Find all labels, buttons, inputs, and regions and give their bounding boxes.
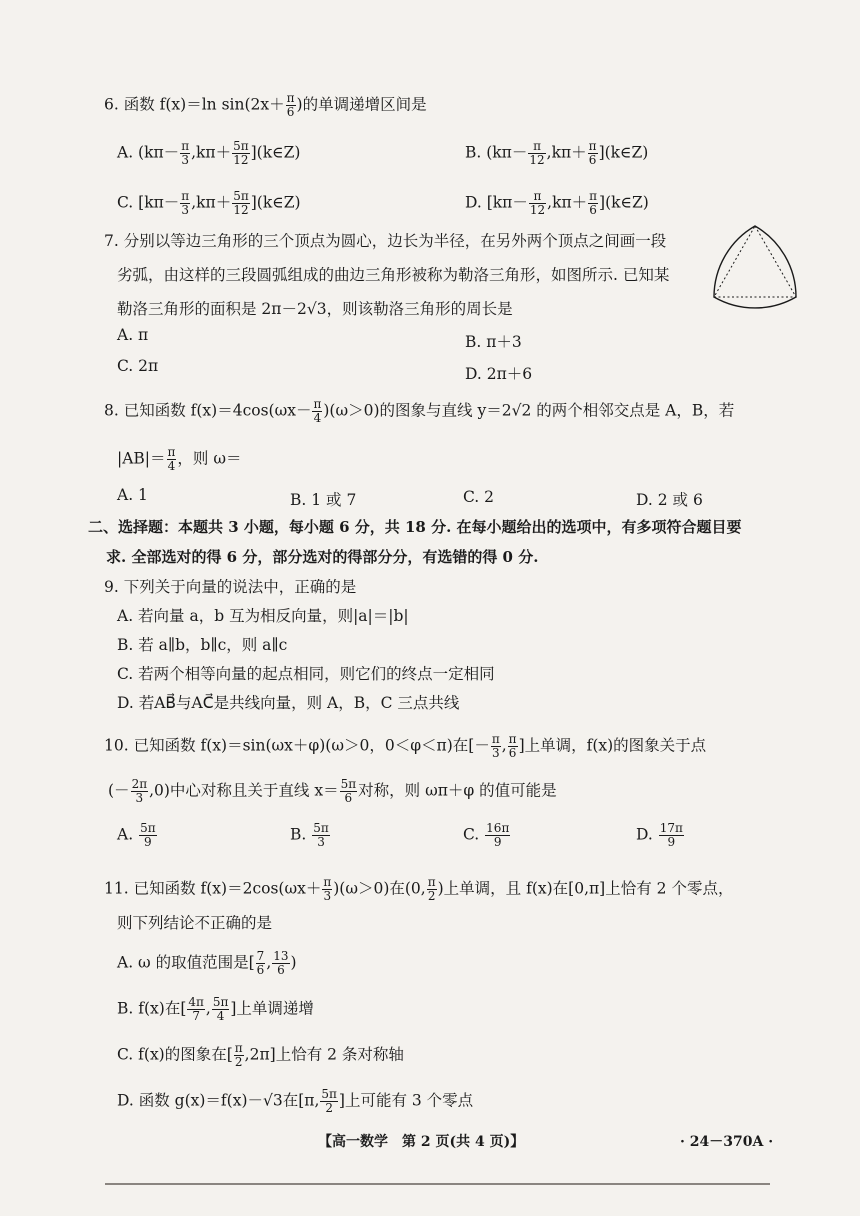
q7-option-a: A. π: [117, 326, 149, 344]
q8-option-a: A. 1: [117, 486, 148, 504]
q7-option-b: B. π＋3: [465, 333, 522, 351]
q11-option-b: B. f(x)在[ $\frac{4\pi}{7}$ , $\frac{5\pi}{4}$ ]上单调递增: [117, 995, 314, 1023]
q7-option-c: C. 2π: [117, 357, 159, 375]
q7-line2: 劣弧，由这样的三段圆弧组成的曲边三角形被称为勒洛三角形，如图所示. 已知某: [117, 266, 670, 284]
q9-stem: 9. 下列关于向量的说法中，正确的是: [104, 578, 357, 596]
q10-option-b: B. $\frac{5\pi}{3}$: [290, 821, 329, 849]
q10-option-a: A. $\frac{5\pi}{9}$: [117, 821, 156, 849]
q8-option-b: B. 1 或 7: [290, 491, 357, 509]
fraction: $\frac{\pi}{6}$: [286, 91, 295, 119]
q8-line2: |AB|＝ $\frac{\pi}{4}$ ，则 ω＝: [117, 445, 242, 473]
q8-option-d: D. 2 或 6: [636, 491, 703, 509]
section2-heading-line2: 求. 全部选对的得 6 分，部分选对的得部分分，有选错的得 0 分.: [106, 548, 539, 566]
q11-line2: 则下列结论不正确的是: [117, 914, 273, 932]
q9-option-a: A. 若向量 a，b 互为相反向量，则|a|＝|b|: [117, 607, 409, 625]
q6-stem: 6. 函数 f(x)＝ln sin(2x＋ $\frac{\pi}{6}$ )的单调递增区间是: [104, 91, 427, 119]
q11-line1: 11. 已知函数 f(x)＝2cos(ωx＋ $\frac{\pi}{3}$ )(ω＞0)在(0, $\frac{\pi}{2}$ )上单调，且 f(x)在[0,π]上恰有 2 个零点，: [104, 875, 734, 903]
reuleaux-curve: [714, 226, 796, 308]
q7-line1: 7. 分别以等边三角形的三个顶点为圆心，边长为半径，在另外两个顶点之间画一段: [104, 232, 667, 250]
q8-option-c: C. 2: [463, 488, 495, 506]
q10-option-d: D. $\frac{17\pi}{9}$: [636, 821, 683, 849]
q9-option-d: D. 若AB⃗与AC⃗是共线向量，则 A，B，C 三点共线: [117, 694, 460, 712]
reuleaux-triangle-figure: [705, 222, 805, 310]
q9-option-b: B. 若 a∥b，b∥c，则 a∥c: [117, 636, 288, 654]
inner-triangle: [714, 226, 796, 297]
q6-option-d: D. [kπ－ $\frac{\pi}{12}$ ,kπ＋ $\frac{\pi}{6}$ ](k∈Z): [465, 189, 649, 217]
q10-line2: (－ $\frac{2\pi}{3}$ ,0)中心对称且关于直线 x＝ $\frac{5\pi}{6}$ 对称，则 ωπ＋φ 的值可能是: [108, 777, 557, 805]
q11-option-a: A. ω 的取值范围是[ $\frac{7}{6}$ , $\frac{13}{6}$ ): [117, 949, 297, 977]
bottom-rule: [105, 1183, 770, 1185]
q8-line1: 8. 已知函数 f(x)＝4cos(ωx－ $\frac{\pi}{4}$ )(ω＞0)的图象与直线 y＝2√2 的两个相邻交点是 A，B，若: [104, 397, 735, 425]
q7-line3: 勒洛三角形的面积是 2π－2√3，则该勒洛三角形的周长是: [117, 300, 513, 318]
q11-option-c: C. f(x)的图象在[ $\frac{\pi}{2}$ ,2π]上恰有 2 条对称轴: [117, 1041, 404, 1069]
q10-line1: 10. 已知函数 f(x)＝sin(ωx＋φ)(ω＞0，0＜φ＜π)在[－ $\frac{\pi}{3}$ , $\frac{\pi}{6}$ ]上单调，f(x)的图象关于点: [104, 732, 707, 760]
section2-heading-line1: 二、选择题：本题共 3 小题，每小题 6 分，共 18 分. 在每小题给出的选项中，有多项符合题目要: [88, 518, 742, 536]
q6-option-a: A. (kπ－ $\frac{\pi}{3}$ ,kπ＋ $\frac{5\pi}{12}$ ](k∈Z): [117, 139, 301, 167]
q11-option-d: D. 函数 g(x)＝f(x)－√3在[π, $\frac{5\pi}{2}$ ]上可能有 3 个零点: [117, 1087, 474, 1115]
q6-option-b: B. (kπ－ $\frac{\pi}{12}$ ,kπ＋ $\frac{\pi}{6}$ ](k∈Z): [465, 139, 649, 167]
q7-option-d: D. 2π＋6: [465, 365, 533, 383]
page-footer: 【高一数学 第 2 页(共 4 页)】: [318, 1134, 525, 1150]
q6-option-c: C. [kπ－ $\frac{\pi}{3}$ ,kπ＋ $\frac{5\pi}{12}$ ](k∈Z): [117, 189, 301, 217]
exam-code: · 24－370A ·: [680, 1134, 774, 1150]
q9-option-c: C. 若两个相等向量的起点相同，则它们的终点一定相同: [117, 665, 495, 683]
q10-option-c: C. $\frac{16\pi}{9}$: [463, 821, 510, 849]
